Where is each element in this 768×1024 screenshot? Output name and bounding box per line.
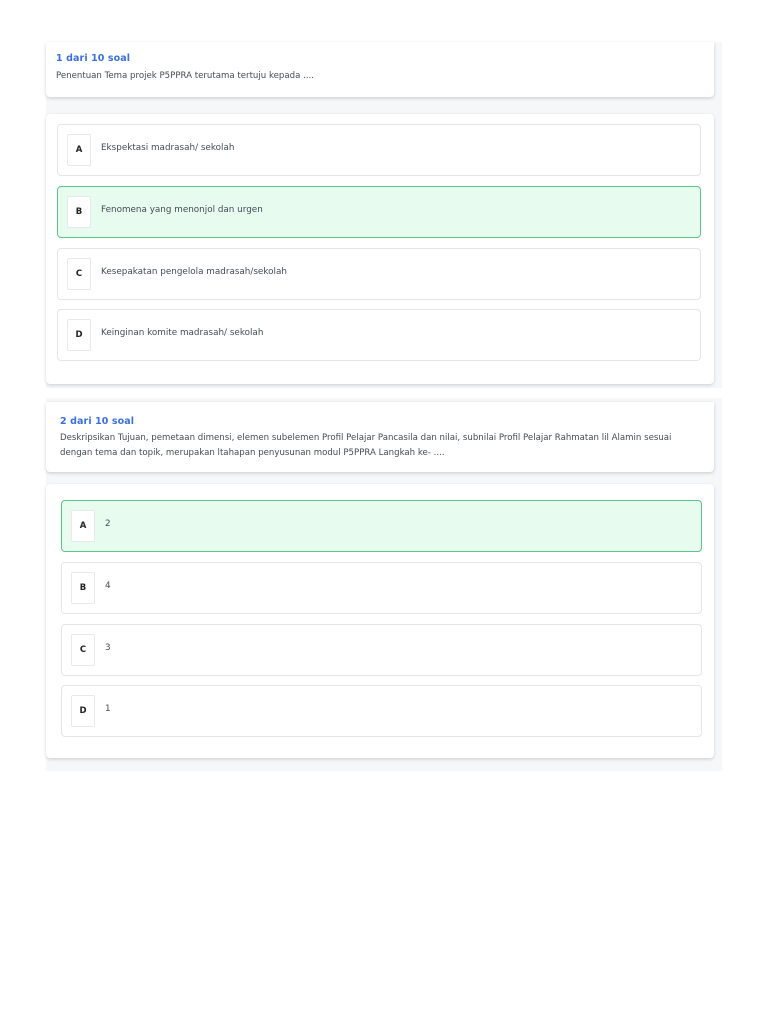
option-letter: A: [71, 510, 95, 542]
question-panel-2: [46, 398, 722, 771]
option-text: Ekspektasi madrasah/ sekolah: [101, 143, 235, 153]
question-counter: 1 dari 10 soal: [56, 53, 131, 64]
option-letter: D: [71, 695, 95, 727]
option-text: 4: [105, 581, 111, 591]
option-letter: B: [71, 572, 95, 604]
option-c[interactable]: [57, 248, 701, 300]
question-text: Deskripsikan Tujuan, pemetaan dimensi, elemen subelemen Profil Pelajar Pancasila dan nilai, subnilai Profil Pelajar Rahmatan lil Alamin sesuai dengan tema dan topik, merupakan ltahapan penyusunan modul P5PPRA Langkah ke- ....: [60, 433, 672, 458]
question-text: Penentuan Tema projek P5PPRA terutama tertuju kepada ....: [56, 71, 315, 81]
option-text: Kesepakatan pengelola madrasah/sekolah: [101, 267, 287, 277]
option-text: Fenomena yang menonjol dan urgen: [101, 205, 263, 215]
question-panel-1: [46, 42, 722, 388]
option-d[interactable]: [57, 309, 701, 361]
question-counter: 2 dari 10 soal: [60, 416, 135, 427]
option-letter: A: [67, 134, 91, 166]
option-b[interactable]: [57, 186, 701, 238]
option-letter: D: [67, 319, 91, 351]
options-list: [46, 484, 714, 758]
options-list: [46, 114, 714, 384]
option-b[interactable]: [61, 562, 702, 614]
question-header: [46, 42, 714, 97]
option-letter: B: [67, 196, 91, 228]
option-a[interactable]: [61, 500, 702, 552]
option-letter: C: [67, 258, 91, 290]
option-text: 2: [105, 519, 111, 529]
option-d[interactable]: [61, 685, 702, 737]
question-header: [46, 402, 714, 472]
option-letter: C: [71, 634, 95, 666]
option-a[interactable]: [57, 124, 701, 176]
option-text: 3: [105, 643, 111, 653]
option-text: 1: [105, 704, 111, 714]
option-text: Keinginan komite madrasah/ sekolah: [101, 328, 264, 338]
option-c[interactable]: [61, 624, 702, 676]
